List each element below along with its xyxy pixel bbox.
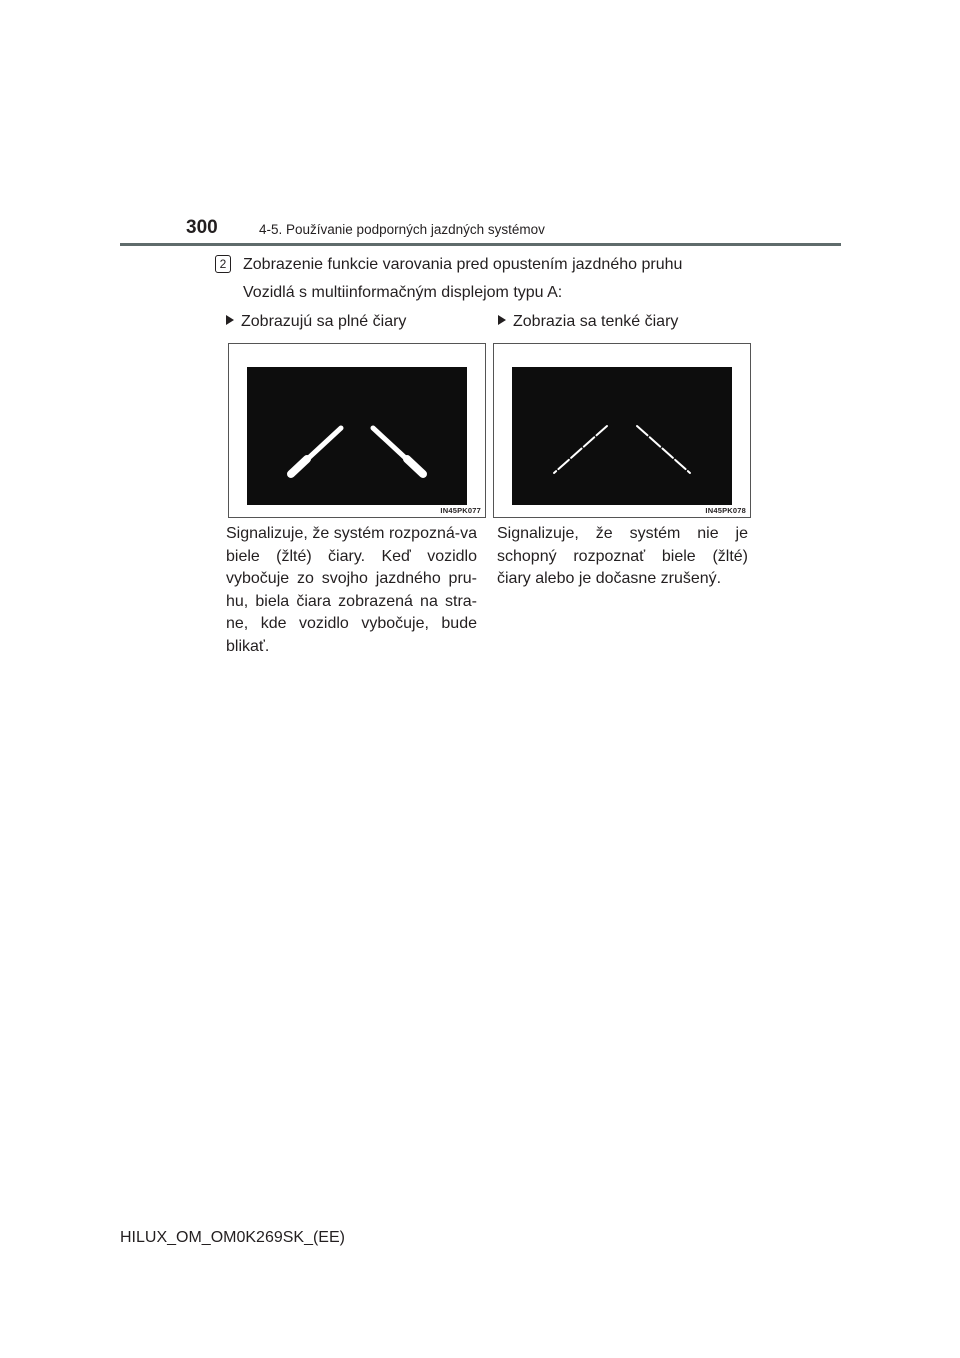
figure-code: IN45PK077 <box>440 506 481 515</box>
figure-solid-lines <box>228 343 486 518</box>
display-screen-thin <box>494 344 750 517</box>
display-screen-solid <box>229 344 485 517</box>
solid-lines-heading <box>226 313 406 331</box>
step-number-badge: 2 <box>215 255 231 273</box>
triangle-bullet-icon <box>226 315 234 325</box>
chapter-title: 4-5. Používanie podporných jazdných systémov <box>259 222 545 237</box>
screen-background <box>512 367 732 505</box>
triangle-bullet-icon <box>498 315 506 325</box>
thin-lines-heading <box>498 313 678 331</box>
screen-background <box>247 367 467 505</box>
thin-lines-description: Signalizuje, že systém nie je schopný rozpoznať biele (žlté) čiary alebo je dočasne zrušený. <box>497 525 748 588</box>
solid-lines-description: Signalizuje, že systém rozpozná-va biele (žlté) čiary. Keď vozidlo vybočuje zo svojho jazdného pru-hu, biela čiara zobrazená na stra-ne, kde vozidlo vybočuje, bude blikať. <box>226 525 477 655</box>
header-rule <box>120 243 841 246</box>
heading-text: Zobrazujú sa plné čiary <box>241 313 407 330</box>
footer-doc-id: HILUX_OM_OM0K269SK_(EE) <box>120 1229 345 1246</box>
figure-code: IN45PK078 <box>705 506 746 515</box>
item-subtitle: Vozidlá s multiinformačným displejom typu A: <box>243 284 563 301</box>
figure-thin-lines <box>493 343 751 518</box>
page-number: 300 <box>186 217 218 238</box>
item-title: Zobrazenie funkcie varovania pred opustením jazdného pruhu <box>243 256 683 273</box>
heading-text: Zobrazia sa tenké čiary <box>513 313 679 330</box>
